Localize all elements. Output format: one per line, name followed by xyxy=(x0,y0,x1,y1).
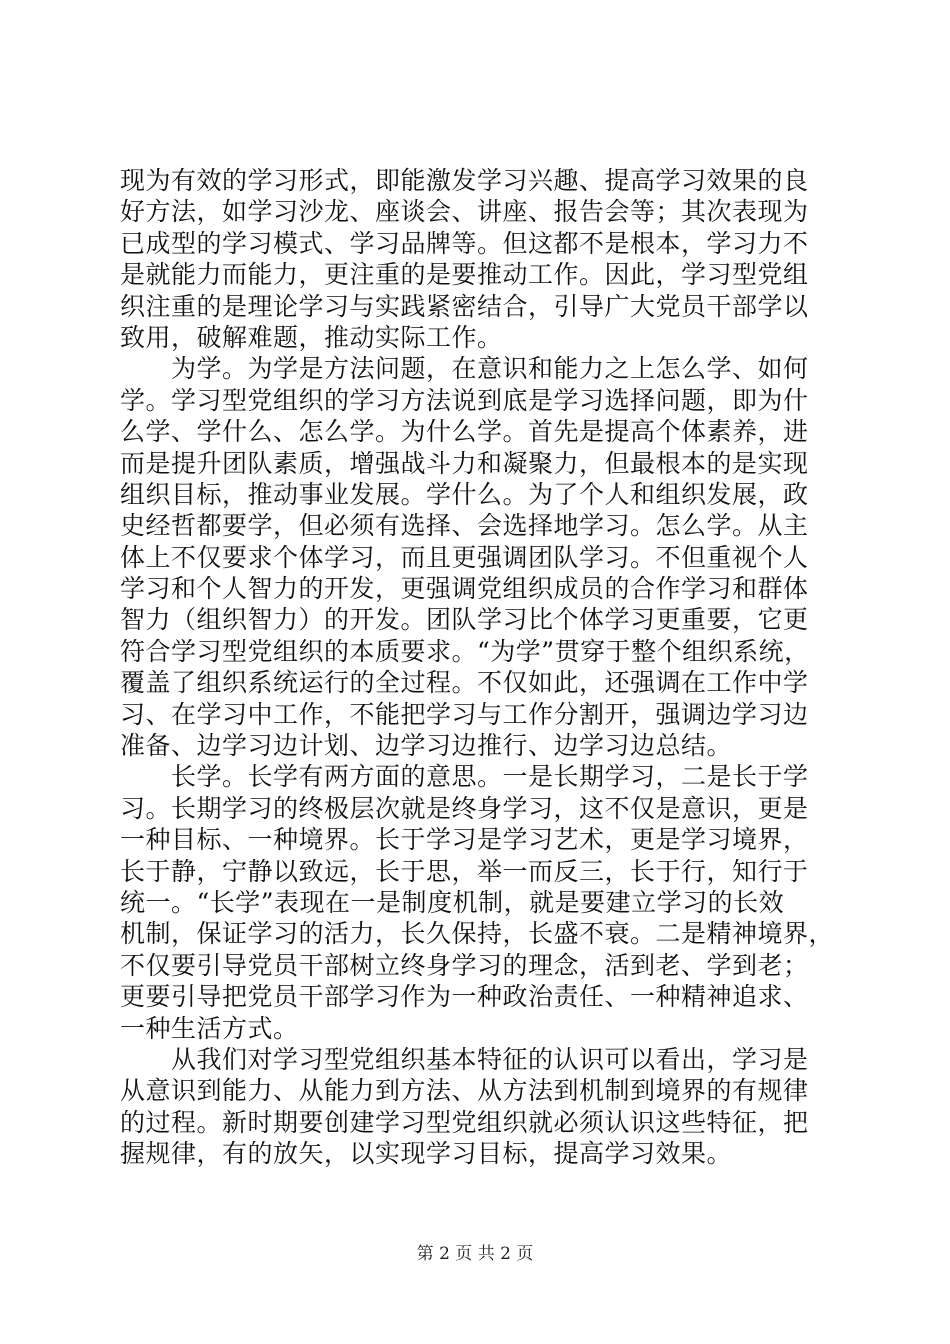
text-line: 符合学习型党组织的本质要求。“为学”贯穿于整个组织系统， xyxy=(120,636,810,666)
text-line: 体上不仅要求个体学习，而且更强调团队学习。不但重视个人 xyxy=(120,542,809,572)
text-line: 智力（组织智力）的开发。团队学习比个体学习更重要，它更 xyxy=(120,605,809,635)
text-line: 现为有效的学习形式，即能激发学习兴趣、提高学习效果的良 xyxy=(120,166,809,195)
text-line: 的过程。新时期要创建学习型党组织就必须认识这些特征，把 xyxy=(120,1107,809,1137)
text-line: 好方法，如学习沙龙、座谈会、讲座、报告会等；其次表现为 xyxy=(120,197,809,227)
text-line: 机制，保证学习的活力，长久保持，长盛不衰。二是精神境界， xyxy=(120,919,835,949)
text-line: 不仅要引导党员干部树立终身学习的理念，活到老、学到老； xyxy=(120,950,809,980)
text-line: 准备、边学习边计划、边学习边推行、边学习边总结。 xyxy=(120,731,733,761)
text-line: 覆盖了组织系统运行的全过程。不仅如此，还强调在工作中学 xyxy=(120,668,809,698)
page-number: 第 2 页 共 2 页 xyxy=(416,1244,534,1264)
text-line: 组织目标，推动事业发展。学什么。为了个人和组织发展，政 xyxy=(120,479,809,509)
text-line: 是就能力而能力，更注重的是要推动工作。因此，学习型党组 xyxy=(120,260,809,290)
document-body xyxy=(120,165,840,1170)
text-line: 一种生活方式。 xyxy=(120,1013,299,1043)
text-line: 织注重的是理论学习与实践紧密结合，引导广大党员干部学以 xyxy=(120,291,809,321)
text-line: 长于静，宁静以致远，长于思，举一而反三，长于行，知行于 xyxy=(120,856,809,886)
text-line: 已成型的学习模式、学习品牌等。但这都不是根本，学习力不 xyxy=(120,228,809,258)
text-line: 更要引导把党员干部学习作为一种政治责任、一种精神追求、 xyxy=(120,982,809,1012)
text-line: 么学、学什么、怎么学。为什么学。首先是提高个体素养，进 xyxy=(120,417,809,447)
text-line: 一种目标、一种境界。长于学习是学习艺术，更是学习境界， xyxy=(120,825,809,855)
text-line: 学习和个人智力的开发，更强调党组织成员的合作学习和群体 xyxy=(120,574,809,604)
text-line: 致用，破解难题，推动实际工作。 xyxy=(120,322,503,352)
text-line: 为学。为学是方法问题，在意识和能力之上怎么学、如何 xyxy=(120,354,809,384)
text-line: 而是提升团队素质，增强战斗力和凝聚力，但最根本的是实现 xyxy=(120,448,809,478)
text-line: 习、在学习中工作，不能把学习与工作分割开，强调边学习边 xyxy=(120,699,809,729)
page-footer xyxy=(0,1243,950,1265)
text-line: 从意识到能力、从能力到方法、从方法到机制到境界的有规律 xyxy=(120,1076,809,1106)
text-line: 统一。“长学”表现在一是制度机制，就是要建立学习的长效 xyxy=(120,887,785,917)
text-line: 长学。长学有两方面的意思。一是长期学习，二是长于学 xyxy=(120,762,809,792)
text-line: 习。长期学习的终极层次就是终身学习，这不仅是意识，更是 xyxy=(120,793,809,823)
text-line: 握规律，有的放矢，以实现学习目标，提高学习效果。 xyxy=(120,1139,733,1169)
text-line: 史经哲都要学，但必须有选择、会选择地学习。怎么学。从主 xyxy=(120,511,809,541)
text-line: 从我们对学习型党组织基本特征的认识可以看出，学习是 xyxy=(120,1044,809,1074)
text-line: 学。学习型党组织的学习方法说到底是学习选择问题，即为什 xyxy=(120,385,809,415)
